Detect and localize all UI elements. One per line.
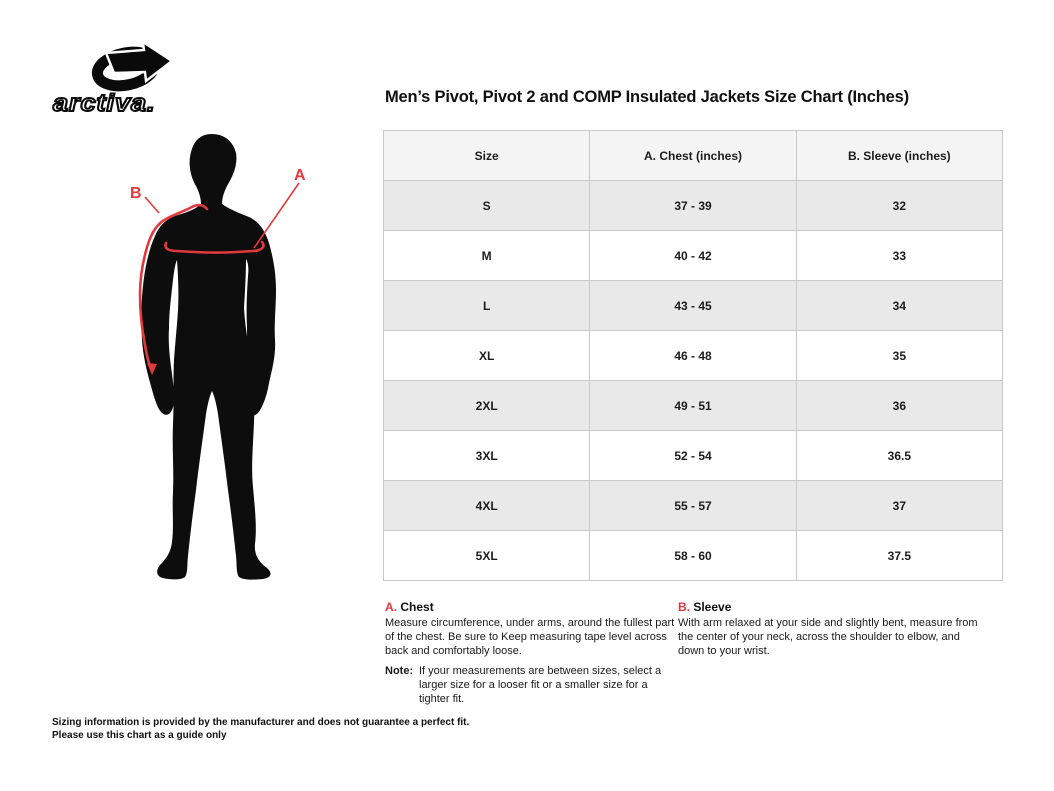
sleeve-cell: 32	[796, 181, 1002, 231]
chest-cell: 46 - 48	[590, 331, 796, 381]
chest-cell: 52 - 54	[590, 431, 796, 481]
chest-cell: 49 - 51	[590, 381, 796, 431]
size-cell: 2XL	[384, 381, 590, 431]
sleeve-footnote	[678, 600, 980, 658]
arctiva-wordmark: arctiva.	[53, 90, 156, 117]
disclaimer	[52, 716, 469, 742]
table-row	[384, 331, 1003, 381]
table-row	[384, 431, 1003, 481]
sleeve-footnote-title: Sleeve	[693, 600, 732, 614]
table-row	[384, 381, 1003, 431]
label-b-leader-line	[145, 197, 159, 213]
sleeve-cell: 36.5	[796, 431, 1002, 481]
sleeve-cell: 35	[796, 331, 1002, 381]
table-row	[384, 231, 1003, 281]
size-cell: 4XL	[384, 481, 590, 531]
table-row	[384, 531, 1003, 581]
sleeve-label-b: B	[130, 185, 142, 202]
chest-footnote-heading	[385, 600, 685, 614]
sleeve-cell: 33	[796, 231, 1002, 281]
size-cell: M	[384, 231, 590, 281]
sleeve-cell: 37	[796, 481, 1002, 531]
table-row	[384, 181, 1003, 231]
chest-cell: 40 - 42	[590, 231, 796, 281]
sleeve-cell: 36	[796, 381, 1002, 431]
size-cell: 5XL	[384, 531, 590, 581]
chest-cell: 55 - 57	[590, 481, 796, 531]
note-label: Note:	[385, 665, 414, 677]
size-chart-table	[383, 130, 1003, 581]
table-row	[384, 281, 1003, 331]
disclaimer-line-1: Sizing information is provided by the manufacturer and does not guarantee a perfect fit.	[52, 717, 470, 728]
chest-footnote-prefix: A.	[385, 600, 397, 614]
size-cell: XL	[384, 331, 590, 381]
chest-footnote-title: Chest	[400, 600, 434, 614]
disclaimer-line-2: Please use this chart as a guide only	[52, 730, 227, 741]
table-row	[384, 481, 1003, 531]
chest-footnote	[385, 600, 685, 658]
chest-cell: 58 - 60	[590, 531, 796, 581]
size-cell: 3XL	[384, 431, 590, 481]
sleeve-footnote-prefix: B.	[678, 600, 690, 614]
arctiva-arrow-logo-icon	[80, 40, 192, 94]
label-a-leader-line	[254, 183, 299, 248]
chest-cell: 37 - 39	[590, 181, 796, 231]
chest-cell: 43 - 45	[590, 281, 796, 331]
header-chest: A. Chest (inches)	[590, 131, 796, 181]
note-body: If your measurements are between sizes, select a larger size for a looser fit or a smaller size for a tighter fit.	[419, 665, 662, 705]
page-title: Men’s Pivot, Pivot 2 and COMP Insulated Jackets Size Chart (Inches)	[385, 88, 909, 106]
table-header-row	[384, 131, 1003, 181]
size-cell: S	[384, 181, 590, 231]
sleeve-footnote-body: With arm relaxed at your side and slightly bent, measure from the center of your neck, across the shoulder to elbow, and down to your wrist.	[678, 617, 978, 657]
sizing-note	[385, 664, 685, 706]
body-silhouette	[141, 134, 276, 580]
chest-label-a: A	[294, 167, 306, 184]
sleeve-cell: 34	[796, 281, 1002, 331]
chest-footnote-body: Measure circumference, under arms, around the fullest part of the chest. Be sure to Keep measuring tape level across back and comfortably loose.	[385, 617, 675, 657]
header-sleeve: B. Sleeve (inches)	[796, 131, 1002, 181]
size-cell: L	[384, 281, 590, 331]
sleeve-footnote-heading	[678, 600, 980, 614]
male-silhouette-figure	[100, 112, 350, 607]
sleeve-cell: 37.5	[796, 531, 1002, 581]
header-size: Size	[384, 131, 590, 181]
